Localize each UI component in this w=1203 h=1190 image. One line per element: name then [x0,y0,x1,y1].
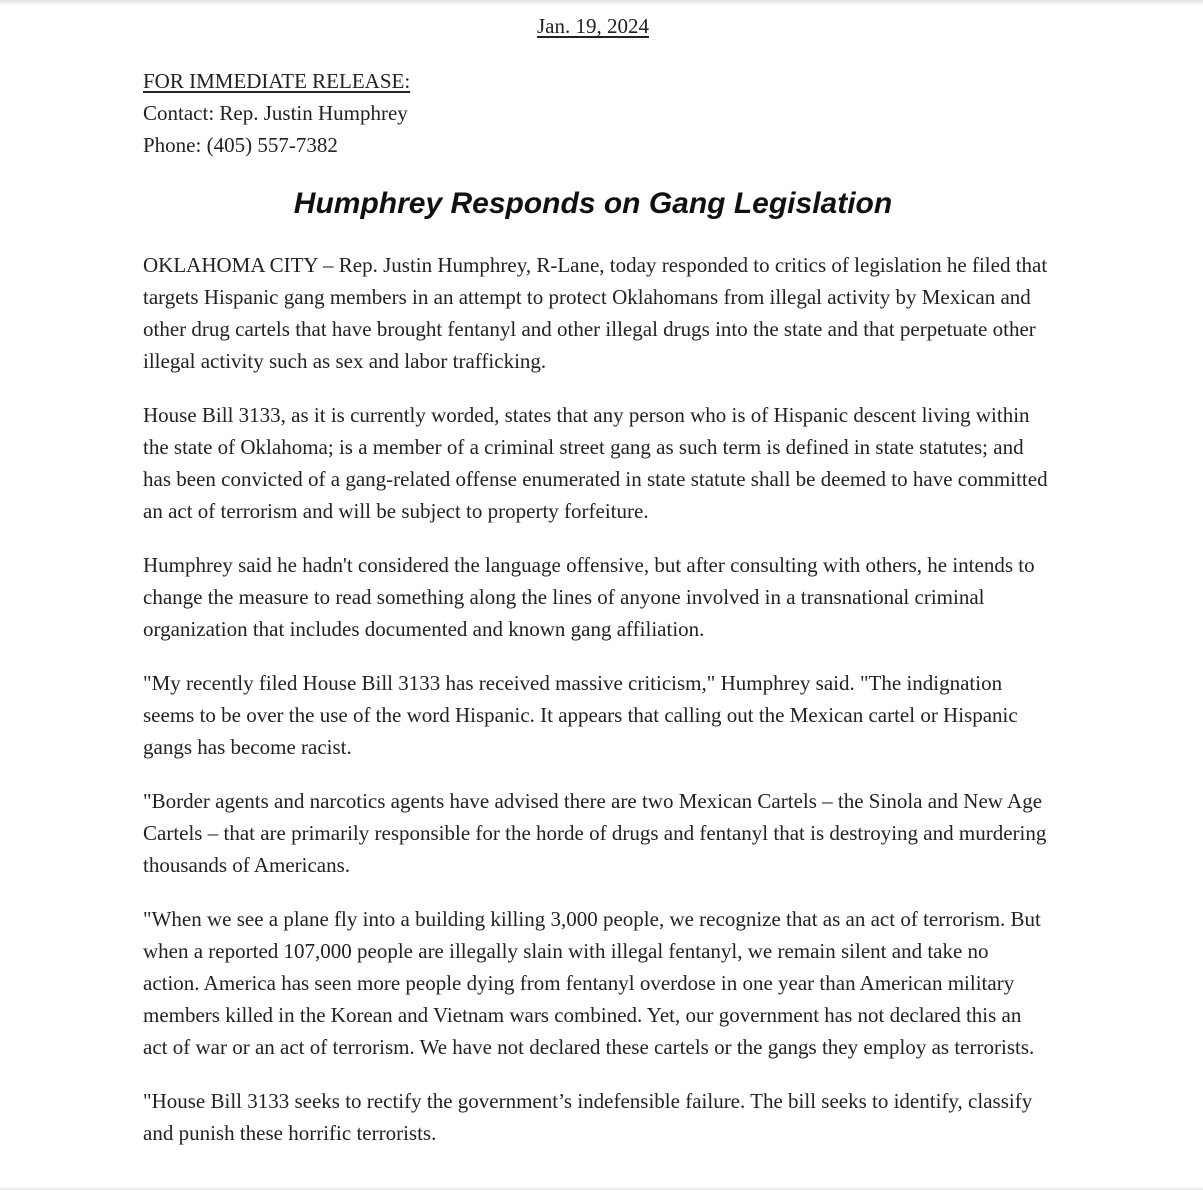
body-paragraph-2: House Bill 3133, as it is currently worded, states that any person who is of Hispanic descent living within the state of Oklahoma; is a member of a criminal street gang as such term is defined in state statutes; and has been convicted of a gang-related offense enumerated in state statute shall be deemed to have committed an act of terrorism and will be subject to property forfeiture. [143,403,1048,523]
release-body [143,249,1048,1171]
release-date: Jan. 19, 2024 [537,14,649,38]
bottom-edge-shadow [0,1186,1203,1190]
body-paragraph-5: "Border agents and narcotics agents have advised there are two Mexican Cartels – the Sinola and New Age Cartels – that are primarily responsible for the horde of drugs and fentanyl that is destroying and murdering thousands of Americans. [143,789,1047,877]
top-edge-shadow [0,0,1203,6]
body-paragraph-3: Humphrey said he hadn't considered the language offensive, but after consulting with others, he intends to change the measure to read something along the lines of anyone involved in a transnational criminal organization that includes documented and known gang affiliation. [143,553,1035,641]
release-label: FOR IMMEDIATE RELEASE: [143,69,411,93]
release-header [143,65,410,161]
phone-line: Phone: (405) 557-7382 [143,133,338,157]
contact-line: Contact: Rep. Justin Humphrey [143,101,408,125]
headline: Humphrey Responds on Gang Legislation [293,187,893,220]
body-paragraph-7: "House Bill 3133 seeks to rectify the government’s indefensible failure. The bill seeks to identify, classify and punish these horrific terrorists. [143,1089,1033,1145]
body-paragraph-6: "When we see a plane fly into a building killing 3,000 people, we recognize that as an act of terrorism. But when a reported 107,000 people are illegally slain with illegal fentanyl, we remain silent and take no action. America has seen more people dying from fentanyl overdose in one year than American military members killed in the Korean and Vietnam wars combined. Yet, our government has not declared this an act of war or an act of terrorism. We have not declared these cartels or the gangs they employ as terrorists. [143,907,1041,1059]
body-paragraph-1: OKLAHOMA CITY – Rep. Justin Humphrey, R-Lane, today responded to critics of legislation he filed that targets Hispanic gang members in an attempt to protect Oklahomans from illegal activity by Mexican and other drug cartels that have brought fentanyl and other illegal drugs into the state and that perpetuate other illegal activity such as sex and labor trafficking. [143,253,1048,373]
body-paragraph-4: "My recently filed House Bill 3133 has received massive criticism," Humphrey said. "The indignation seems to be over the use of the word Hispanic. It appears that calling out the Mexican cartel or Hispanic gangs has become racist. [143,671,1018,759]
